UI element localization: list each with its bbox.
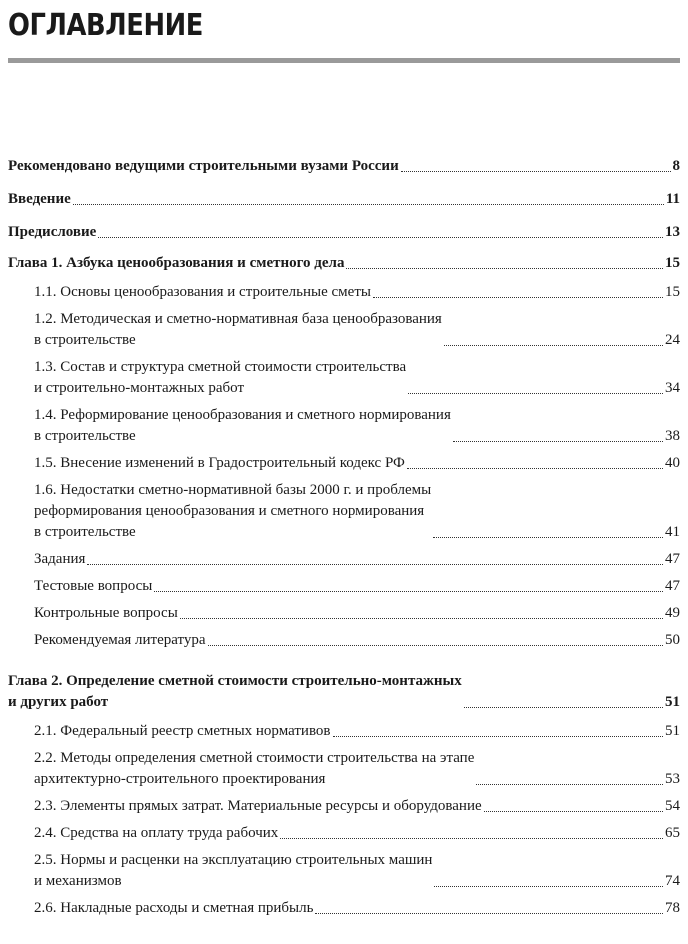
toc-entry-title: 2.1. Федеральный реестр сметных нормативов [34, 723, 331, 739]
toc-entry-page: 51 [665, 723, 680, 739]
toc-entry-title: 1.5. Внесение изменений в Градостроительный кодекс РФ [34, 455, 405, 471]
dot-leader [98, 237, 663, 238]
dot-leader [434, 886, 663, 887]
toc-entry-title: 2.5. Нормы и расценки на эксплуатацию строительных машин и механизмов [34, 852, 433, 889]
dot-leader [453, 441, 663, 442]
dot-leader [87, 564, 663, 565]
toc-entry-title: 1.2. Методическая и сметно-нормативная база ценообразования в строительстве [34, 311, 442, 348]
toc-entry-page: 47 [665, 578, 680, 594]
dot-leader [401, 171, 671, 172]
toc-entry-title: Введение [8, 191, 71, 207]
toc-entry-page: 40 [665, 455, 680, 471]
dot-leader [408, 393, 663, 394]
toc-entry[interactable] [8, 189, 680, 210]
dot-leader [333, 736, 663, 737]
toc-entry[interactable] [8, 796, 680, 817]
dot-leader [180, 618, 663, 619]
toc-entry[interactable] [8, 222, 680, 243]
toc-entry-page: 13 [665, 224, 680, 240]
toc-entry[interactable] [8, 898, 680, 919]
dot-leader [484, 811, 663, 812]
toc-entry-page: 11 [665, 191, 680, 207]
toc-entry-page: 65 [665, 825, 680, 841]
dot-leader [464, 707, 663, 708]
dot-leader [373, 297, 663, 298]
toc-entry-page: 50 [665, 632, 680, 648]
toc-entry-page: 53 [665, 771, 680, 787]
toc-entry-page: 8 [672, 158, 680, 174]
toc-entry-title: 1.1. Основы ценообразования и строительные сметы [34, 284, 371, 300]
toc-entry[interactable] [8, 480, 680, 543]
toc-entry-title: Задания [34, 551, 86, 567]
toc-entry-title: Тестовые вопросы [34, 578, 153, 594]
toc-entry[interactable] [8, 671, 680, 713]
toc-entry[interactable] [8, 850, 680, 892]
toc-entry-page: 74 [665, 873, 680, 889]
toc-entry-title: 2.3. Элементы прямых затрат. Материальные ресурсы и оборудование [34, 798, 482, 814]
toc-entry-title: 2.2. Методы определения сметной стоимости строительства на этапе архитектурно-строительного проектирования [34, 750, 475, 787]
toc-entry-page: 38 [665, 428, 680, 444]
dot-leader [433, 537, 663, 538]
toc-entry[interactable] [8, 630, 680, 651]
dot-leader [476, 784, 663, 785]
toc-entry[interactable] [8, 405, 680, 447]
toc-entry[interactable] [8, 603, 680, 624]
toc-entry-title: 1.4. Реформирование ценообразования и сметного нормирования в строительстве [34, 407, 451, 444]
page-title: ОГЛАВЛЕНИЕ [8, 8, 204, 43]
toc-entry-page: 51 [665, 694, 680, 710]
dot-leader [280, 838, 663, 839]
toc-entry[interactable] [8, 549, 680, 570]
toc-entry-page: 41 [665, 524, 680, 540]
toc-entry-title: Глава 1. Азбука ценообразования и сметного дела [8, 255, 345, 271]
dot-leader [346, 268, 663, 269]
toc-entry[interactable] [8, 357, 680, 399]
toc-entry-title: Предисловие [8, 224, 97, 240]
toc-entry-title: Контрольные вопросы [34, 605, 178, 621]
toc-entry[interactable] [8, 453, 680, 474]
toc-entry-title: 1.3. Состав и структура сметной стоимости строительства и строительно-монтажных работ [34, 359, 407, 396]
toc-entry[interactable] [8, 156, 680, 177]
toc-entry-page: 15 [665, 284, 680, 300]
toc-entry-title: 2.6. Накладные расходы и сметная прибыль [34, 900, 314, 916]
toc-entry[interactable] [8, 282, 680, 303]
toc-entry-title: 1.6. Недостатки сметно-нормативной базы 2000 г. и проблемы реформирования ценообразования и сметного нормирования в строительстве [34, 482, 432, 540]
toc-entry[interactable] [8, 576, 680, 597]
toc-entry-page: 47 [665, 551, 680, 567]
dot-leader [154, 591, 663, 592]
toc-entry-title: Глава 2. Определение сметной стоимости строительно-монтажных и других работ [8, 673, 462, 710]
dot-leader [208, 645, 663, 646]
dot-leader [407, 468, 663, 469]
toc-entry[interactable] [8, 309, 680, 351]
toc-entry-title: 2.4. Средства на оплату труда рабочих [34, 825, 279, 841]
toc-entry-page: 34 [665, 380, 680, 396]
toc-entry[interactable] [8, 748, 680, 790]
toc-entry[interactable] [8, 253, 680, 274]
title-underline [8, 58, 680, 63]
toc-entry-title: Рекомендуемая литература [34, 632, 206, 648]
dot-leader [315, 913, 663, 914]
toc-entry[interactable] [8, 721, 680, 742]
toc-entry-page: 15 [665, 255, 680, 271]
toc-entry-page: 54 [665, 798, 680, 814]
toc-entry-page: 49 [665, 605, 680, 621]
toc-entry-page: 24 [665, 332, 680, 348]
toc-entry[interactable] [8, 823, 680, 844]
dot-leader [73, 204, 664, 205]
toc-entry-title: Рекомендовано ведущими строительными вузами России [8, 158, 399, 174]
toc-entry-page: 78 [665, 900, 680, 916]
table-of-contents [8, 156, 680, 919]
dot-leader [444, 345, 663, 346]
